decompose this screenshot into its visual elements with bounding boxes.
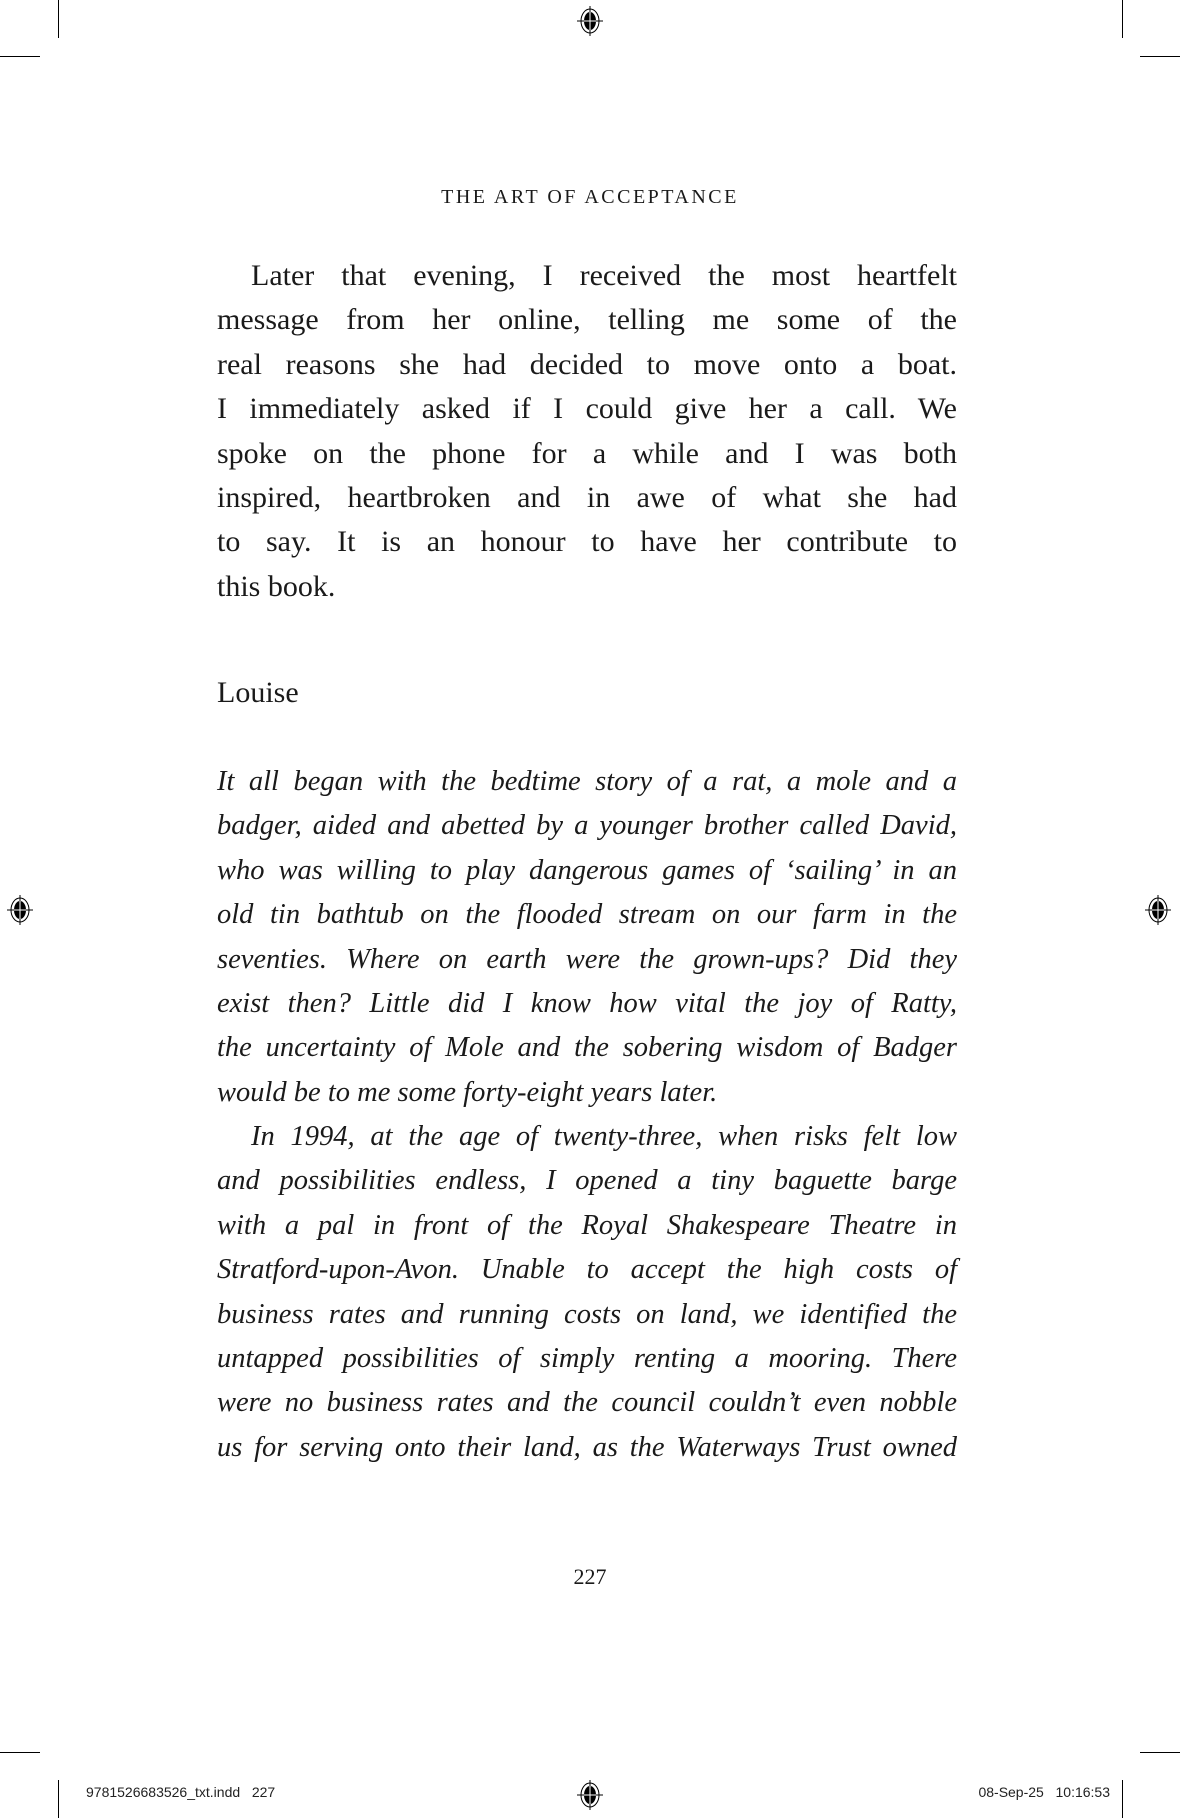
registration-mark-icon: [575, 1780, 605, 1810]
text-line: real reasons she had decided to move onto a boat.: [217, 347, 957, 381]
body-paragraph: [217, 254, 957, 609]
text-line: this book.: [217, 569, 336, 603]
text-line: seventies. Where on earth were the grown-ups? Did they: [217, 943, 957, 975]
text-line: I immediately asked if I could give her a call. We: [217, 392, 957, 426]
crop-mark: [58, 1780, 59, 1818]
text-line: untapped possibilities of simply renting a mooring. There: [217, 1342, 957, 1374]
text-line: It all began with the bedtime story of a rat, a mole and a: [217, 766, 957, 797]
text-line: the uncertainty of Mole and the sobering wisdom of Badger: [217, 1032, 957, 1064]
text-line: exist then? Little did I know how vital the joy of Ratty,: [217, 987, 957, 1019]
text-line: and possibilities endless, I opened a tiny baguette barge: [217, 1165, 957, 1197]
registration-mark-icon: [1143, 895, 1173, 925]
text-line: Later that evening, I received the most heartfelt: [251, 259, 957, 292]
italic-paragraph: [217, 1115, 957, 1470]
text-line: inspired, heartbroken and in awe of what she had: [217, 480, 957, 514]
registration-mark-icon: [5, 895, 35, 925]
text-line: old tin bathtub on the flooded stream on our farm in the: [217, 899, 957, 931]
crop-mark: [0, 1752, 40, 1753]
text-line: badger, aided and abetted by a younger brother called David,: [217, 810, 957, 842]
crop-mark: [58, 0, 59, 38]
crop-mark: [1122, 1780, 1123, 1818]
text-line: would be to me some forty-eight years later.: [217, 1076, 718, 1108]
slug-file-info: 9781526683526_txt.indd 227: [86, 1784, 276, 1800]
running-head: THE ART OF ACCEPTANCE: [441, 186, 739, 208]
slug-date-info: 08-Sep-25 10:16:53: [978, 1784, 1110, 1800]
text-line: who was willing to play dangerous games of ‘sailing’ in an: [217, 854, 957, 886]
section-heading: Louise: [217, 676, 299, 709]
text-line: In 1994, at the age of twenty-three, when risks felt low: [251, 1121, 957, 1152]
text-line: Stratford-upon-Avon. Unable to accept the high costs of: [217, 1254, 957, 1286]
page-number: 227: [573, 1564, 607, 1589]
registration-mark-icon: [575, 6, 605, 36]
crop-mark: [1140, 56, 1180, 57]
italic-paragraph: [217, 760, 957, 1115]
crop-mark: [1122, 0, 1123, 38]
crop-mark: [1140, 1752, 1180, 1753]
text-line: us for serving onto their land, as the Waterways Trust owned: [217, 1431, 957, 1463]
text-line: were no business rates and the council couldn’t even nobble: [217, 1387, 957, 1419]
text-line: with a pal in front of the Royal Shakespeare Theatre in: [217, 1209, 957, 1241]
text-line: business rates and running costs on land, we identified the: [217, 1298, 957, 1330]
crop-mark: [0, 56, 40, 57]
text-line: spoke on the phone for a while and I was both: [217, 436, 957, 470]
text-line: message from her online, telling me some of the: [217, 303, 957, 337]
text-line: to say. It is an honour to have her contribute to: [217, 525, 957, 559]
